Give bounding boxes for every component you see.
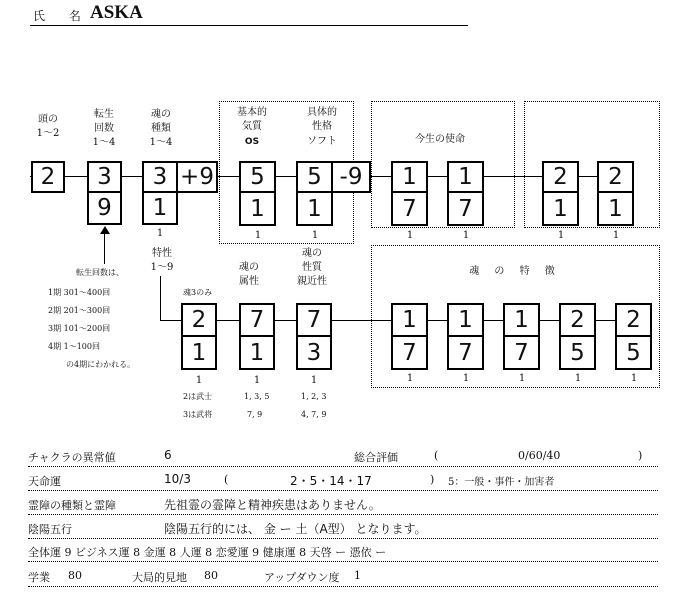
chakra-value: 6	[164, 448, 172, 462]
inyo-row	[28, 517, 658, 539]
label-os: OS	[244, 137, 260, 147]
row1-below-mission2: 1	[462, 230, 470, 241]
reincarnation-note-line: 2期 201〜300回	[48, 306, 111, 315]
updown-label: アップダウン度	[264, 571, 340, 584]
feature2-bottom: 7	[447, 335, 484, 370]
feature5-bottom: 5	[615, 335, 652, 370]
chakra-row	[28, 445, 658, 467]
reincarnation-note-line: 3期 101〜200回	[48, 324, 111, 333]
updown-value: 1	[354, 569, 361, 582]
row2-below-feature1: 1	[406, 373, 414, 384]
plus-modifier: +9	[176, 161, 218, 193]
reincarnation-arrow-line	[104, 232, 105, 264]
reincarnation-note-line: 4期 1〜100回	[48, 342, 100, 351]
row2-below-feature2: 1	[462, 373, 470, 384]
tenmei-open: (	[224, 473, 229, 486]
row2-below-nature: 1	[310, 375, 318, 386]
feature4-bottom: 5	[559, 335, 596, 370]
feature4-top: 2	[559, 303, 596, 337]
reincarnation-note-line: 1期 301〜400回	[48, 288, 111, 297]
chakra-label: チャクラの異常値	[28, 451, 116, 464]
reincarnation-top: 3	[87, 161, 122, 193]
row1-below-right2: 1	[612, 230, 620, 241]
feature5-top: 2	[615, 303, 652, 337]
tenmei-label: 天命運	[28, 475, 61, 488]
row2-below-trait: 1	[195, 375, 203, 386]
basic-top: 5	[239, 161, 276, 193]
overall-open: (	[434, 449, 439, 462]
feature3-top: 1	[503, 303, 540, 337]
label-soul3-only: 魂3のみ	[183, 288, 213, 297]
label-basic-temperament: 基本的 気質	[237, 107, 267, 132]
right2-top: 2	[597, 161, 634, 193]
reincarnation-note-title: 転生回数は、	[76, 268, 124, 277]
attr-note-b: 7, 9	[247, 410, 263, 419]
tenmei-numbers: 2・5・14・17	[290, 474, 372, 488]
concrete-top: 5	[296, 161, 333, 193]
luck-line: 全体運 9 ビジネス運 8 金運 8 人運 8 恋愛運 9 健康運 8 天啓 ー 憑依 ー	[28, 546, 387, 559]
inyo-label: 陰陽五行	[28, 523, 72, 536]
overall-label: 総合評価	[354, 451, 398, 464]
mission2-bottom: 7	[447, 191, 484, 226]
header-underline	[30, 25, 468, 26]
right1-top: 2	[542, 161, 579, 193]
right2-bottom: 1	[597, 191, 634, 226]
mission2-top: 1	[447, 161, 484, 193]
label-soul-nature: 魂の 性質 親近性	[297, 248, 327, 287]
reincarnation-bottom: 9	[87, 191, 122, 225]
trait-bottom: 1	[181, 335, 217, 370]
name-label: 氏 名	[33, 9, 91, 23]
row2-below-attr: 1	[253, 375, 261, 386]
attr-top: 7	[239, 303, 275, 337]
nature-top: 7	[296, 303, 332, 337]
trait-note-a: 2は武士	[183, 392, 213, 401]
nature-note-a: 1, 2, 3	[301, 392, 327, 401]
row2-below-feature4: 1	[574, 373, 582, 384]
arrow-up-icon	[100, 226, 110, 234]
tenmei-value: 10/3	[164, 472, 191, 486]
minus-modifier: -9	[331, 161, 371, 193]
row1-below-concrete: 1	[311, 230, 319, 241]
label-soul-features: 魂 の 特 徴	[469, 266, 561, 277]
feature1-top: 1	[391, 303, 428, 337]
row1-below-right1: 1	[557, 230, 565, 241]
label-reincarnation: 転生 回数 1〜4	[92, 109, 116, 148]
label-soul-type: 魂の 種類 1〜4	[149, 109, 173, 148]
study-label: 学業	[28, 571, 50, 584]
luck-row	[28, 540, 658, 562]
row1-below-basic: 1	[254, 230, 262, 241]
outlook-value: 80	[204, 569, 218, 582]
reincarnation-note-footer: の4期にわかれる。	[66, 360, 136, 369]
label-concrete-personality: 具体的 性格	[307, 107, 337, 132]
nature-note-b: 4, 7, 9	[301, 410, 327, 419]
nature-bottom: 3	[296, 335, 332, 370]
attr-note-a: 1, 3, 5	[244, 392, 270, 401]
label-mission: 今生の使命	[415, 134, 465, 145]
person-name: ASKA	[90, 2, 143, 23]
trait-top: 2	[181, 303, 217, 337]
outlook-label: 大局的見地	[132, 571, 187, 584]
soul-type-top: 3	[142, 161, 178, 193]
overall-value: 0/60/40	[518, 449, 561, 462]
overall-close: )	[638, 449, 643, 462]
spirit-value: 先祖霊の霊障と精神疾患はありません。	[164, 498, 381, 512]
soul-type-bottom: 1	[142, 191, 178, 225]
right1-bottom: 1	[542, 191, 579, 226]
feature2-top: 1	[447, 303, 484, 337]
study-value: 80	[68, 569, 82, 582]
row1-below-type: 1	[156, 228, 164, 239]
tenmei-note: 5：一般・事件・加害者	[448, 477, 555, 488]
mission1-top: 1	[391, 161, 428, 193]
row2-below-feature3: 1	[518, 373, 526, 384]
inyo-value: 陰陽五行的には、 金 ー 土（A型） となります。	[164, 522, 427, 536]
study-row	[28, 565, 658, 587]
row2-below-feature5: 1	[630, 373, 638, 384]
trait-connector-v	[160, 276, 161, 321]
mission1-bottom: 7	[391, 191, 428, 226]
label-soft: ソフト	[307, 136, 337, 147]
spirit-label: 霊障の種類と霊障	[28, 499, 116, 512]
label-head: 頭の 1〜2	[36, 114, 60, 139]
spirit-row	[28, 493, 658, 515]
basic-bottom: 1	[239, 191, 276, 226]
label-soul-attr: 魂の 属性	[239, 262, 259, 287]
feature3-bottom: 7	[503, 335, 540, 370]
attr-bottom: 1	[239, 335, 275, 370]
row1-below-mission1: 1	[406, 230, 414, 241]
label-trait: 特性 1〜9	[150, 248, 174, 273]
head-number: 2	[31, 161, 65, 193]
tenmei-close: )	[430, 473, 435, 486]
concrete-bottom: 1	[296, 191, 333, 226]
trait-note-b: 3は武将	[183, 410, 213, 419]
tenmei-row	[28, 469, 658, 491]
feature1-bottom: 7	[391, 335, 428, 370]
